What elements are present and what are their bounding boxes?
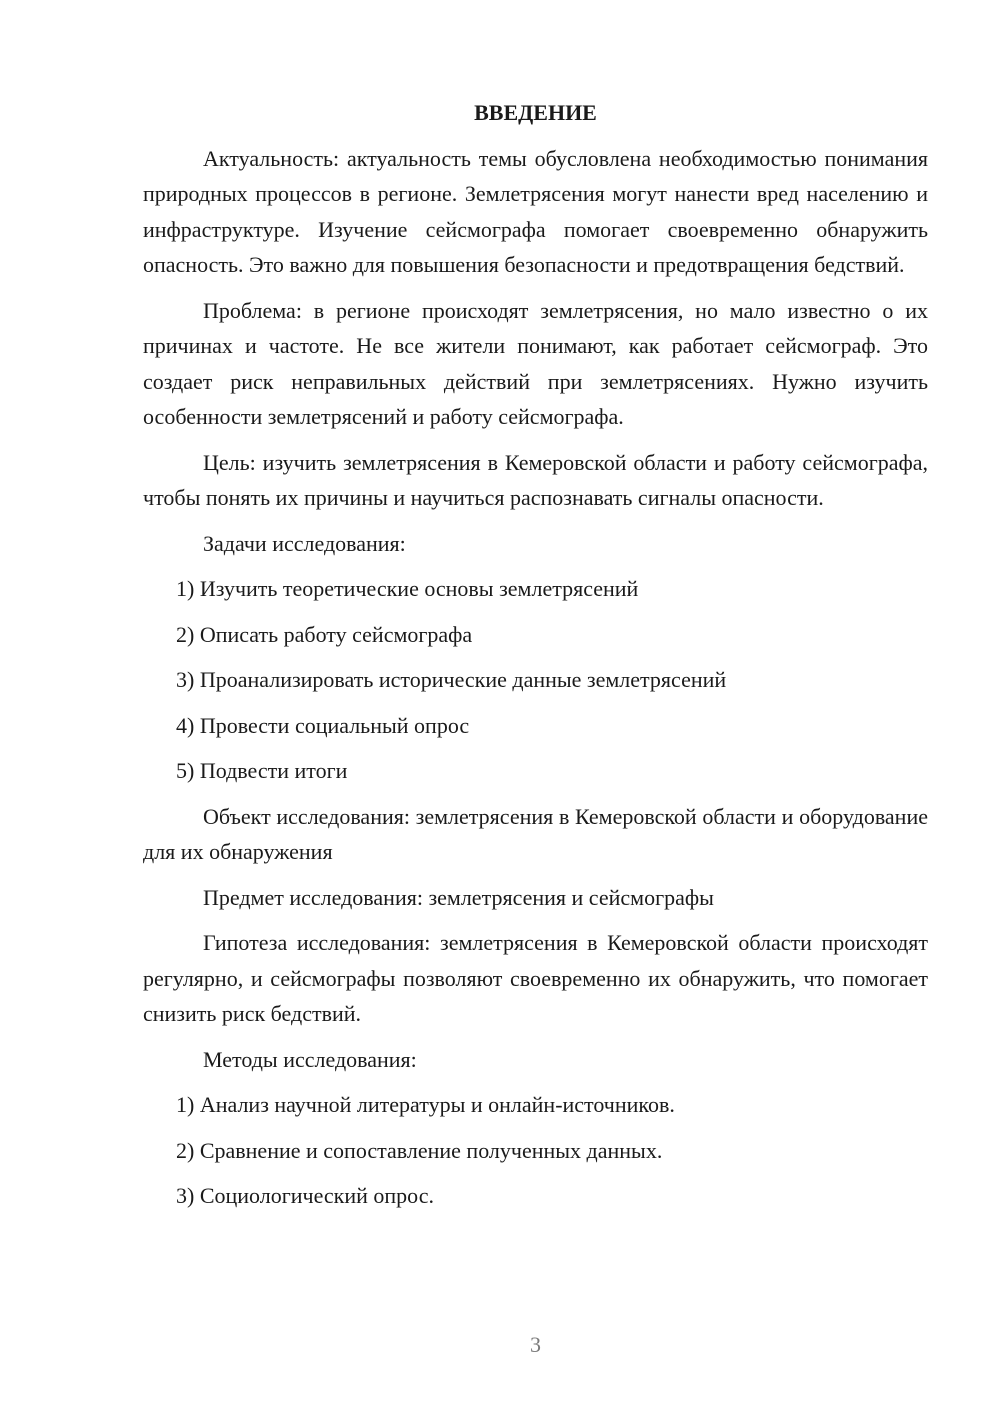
task-item-5: 5) Подвести итоги: [176, 758, 348, 783]
method-item-2: 2) Сравнение и сопоставление полученных данных.: [176, 1137, 663, 1163]
task-item-1: 1) Изучить теоретические основы землетрясений: [176, 576, 639, 601]
task-item-3: 3) Проанализировать исторические данные землетрясений: [176, 667, 727, 692]
methods-list: [143, 1087, 928, 1214]
method-item-3: 3) Социологический опрос.: [176, 1183, 434, 1208]
paragraph-hypothesis: Гипотеза исследования: землетрясения в Кемеровской области происходят регулярно, и сейсмографы позволяют своевременно их обнаружить, что помогает снизить риск бедствий.: [143, 930, 928, 1026]
section-title: ВВЕДЕНИЕ: [474, 100, 597, 125]
paragraph-subject: Предмет исследования: землетрясения и сейсмографы: [203, 884, 714, 910]
paragraph-object: Объект исследования: землетрясения в Кемеровской области и оборудование для их обнаружения: [143, 803, 928, 864]
methods-label: Методы исследования:: [203, 1046, 417, 1072]
paragraph-relevance: Актуальность: актуальность темы обусловлена необходимостью понимания природных процессов в регионе. Землетрясения могут нанести вред населению и инфраструктуре. Изучение сейсмографа помогает своевременно обнаружить опасность. Это важно для повышения безопасности и предотвращения бедствий.: [143, 145, 928, 277]
document-page: [143, 95, 928, 1224]
tasks-label: Задачи исследования:: [203, 530, 406, 556]
paragraph-goal: Цель: изучить землетрясения в Кемеровской области и работу сейсмографа, чтобы понять их причины и научиться распознавать сигналы опасности.: [143, 449, 928, 510]
tasks-list: [143, 571, 928, 789]
page-number: 3: [530, 1332, 541, 1357]
task-item-2: 2) Описать работу сейсмографа: [176, 621, 473, 647]
paragraph-problem: Проблема: в регионе происходят землетрясения, но мало известно о их причинах и частоте. Не все жители понимают, как работает сейсмограф. Это создает риск неправильных действий при землетрясениях. Нужно изучить особенности землетрясений и работу сейсмографа.: [143, 297, 928, 429]
task-item-4: 4) Провести социальный опрос: [176, 712, 470, 738]
method-item-1: 1) Анализ научной литературы и онлайн-источников.: [176, 1092, 675, 1117]
